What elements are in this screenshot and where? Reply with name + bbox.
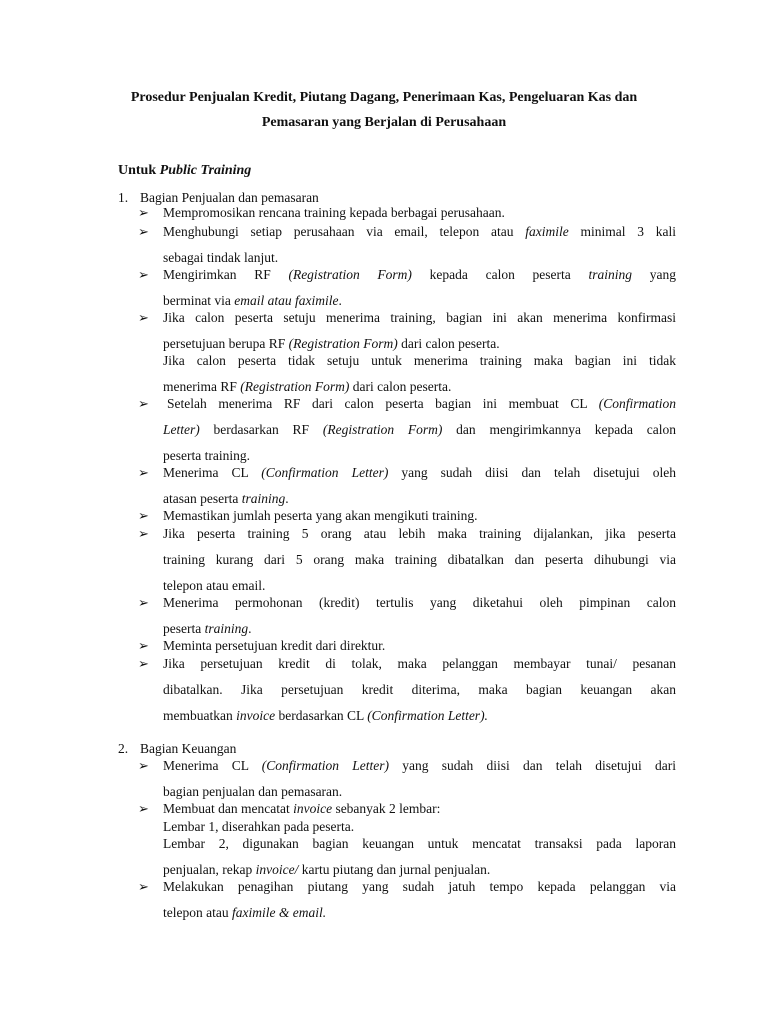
text-run: dari calon peserta. — [349, 379, 452, 394]
text-run: penjualan, rekap — [163, 862, 256, 877]
text-run: membuatkan — [163, 708, 237, 723]
arrowhead-bullet-icon: ➢ — [138, 758, 149, 773]
arrowhead-bullet-icon: ➢ — [138, 224, 149, 239]
text-run: sebagai tindak lanjut. — [163, 250, 279, 265]
section-heading-prefix: Untuk — [118, 163, 160, 178]
paragraph-line — [163, 620, 676, 638]
paragraph-line — [163, 249, 676, 267]
document-title-line-2: Pemasaran yang Berjalan di Perusahaan — [261, 115, 507, 130]
text-run: dibatalkan. Jika persetujuan kredit diterima, maka bagian keuangan akan — [163, 682, 676, 697]
text-run: yang — [632, 267, 676, 282]
text-run: berdasarkan CL — [275, 708, 368, 723]
italic-text: faximile — [525, 224, 569, 239]
italic-text: (Confirmation Letter) — [261, 465, 389, 480]
italic-text: (Confirmation Letter). — [367, 708, 488, 723]
arrowhead-bullet-icon: ➢ — [138, 465, 149, 480]
italic-text: invoice — [293, 801, 333, 816]
text-run: telepon atau — [163, 905, 232, 920]
text-run: training kurang dari 5 orang maka training dibatalkan dan peserta dihubungi via — [163, 552, 676, 567]
paragraph-line — [163, 757, 676, 775]
italic-text: invoice/ — [255, 862, 299, 877]
text-run: menerima RF — [163, 379, 241, 394]
text-run: Jika persetujuan kredit di tolak, maka pelanggan membayar tunai/ pesanan — [163, 656, 676, 671]
text-run: peserta training. — [163, 448, 250, 463]
paragraph-line — [163, 490, 676, 508]
text-run: bagian penjualan dan pemasaran. — [163, 784, 343, 799]
text-run: Lembar 2, digunakan bagian keuangan untuk mencatat transaksi pada laporan — [163, 836, 676, 851]
text-run: minimal 3 kali — [568, 224, 676, 239]
italic-text: invoice — [236, 708, 276, 723]
paragraph-line — [163, 447, 676, 465]
section-heading-emphasis: Public Training — [159, 163, 252, 178]
part-2-heading — [118, 740, 236, 758]
italic-text: (Confirmation — [598, 396, 676, 411]
arrowhead-bullet-icon: ➢ — [138, 205, 149, 220]
text-run: Setelah menerima RF dari calon peserta bagian ini membuat CL — [167, 396, 599, 411]
arrowhead-bullet-icon: ➢ — [138, 310, 149, 325]
paragraph-line — [163, 551, 676, 569]
text-run: Mempromosikan rencana training kepada berbagai perusahaan. — [163, 205, 505, 220]
document-title-line-1: Prosedur Penjualan Kredit, Piutang Dagang, Penerimaan Kas, Pengeluaran Kas dan — [130, 90, 638, 105]
arrowhead-bullet-icon: ➢ — [138, 396, 149, 411]
arrowhead-bullet-icon: ➢ — [138, 526, 149, 541]
text-run: Menghubungi setiap perusahaan via email, telepon atau — [163, 224, 526, 239]
italic-text: (Registration Form) — [322, 422, 443, 437]
text-run: Mengirimkan RF — [163, 267, 289, 282]
text-run: berminat via — [163, 293, 235, 308]
arrowhead-bullet-icon: ➢ — [138, 656, 149, 671]
text-run: yang sudah diisi dan telah disetujui dari — [389, 758, 676, 773]
italic-text: email atau faximile — [234, 293, 339, 308]
text-run: Meminta persetujuan kredit dari direktur. — [163, 638, 386, 653]
part-1-number: 1. — [118, 190, 129, 205]
italic-text: training — [588, 267, 633, 282]
italic-text: Letter) — [163, 422, 200, 437]
paragraph-line — [163, 835, 676, 853]
paragraph-line — [167, 395, 676, 413]
paragraph-line — [163, 707, 676, 725]
text-run: Membuat dan mencatat — [163, 801, 294, 816]
section-heading — [118, 162, 251, 180]
paragraph-line — [163, 800, 676, 818]
text-run: persetujuan berupa RF — [163, 336, 289, 351]
text-run: dari calon peserta. — [397, 336, 500, 351]
paragraph-line — [163, 292, 676, 310]
text-run: . — [248, 621, 252, 636]
text-run: Lembar 1, diserahkan pada peserta. — [163, 819, 355, 834]
paragraph-line — [163, 464, 676, 482]
paragraph-line — [163, 637, 676, 655]
arrowhead-bullet-icon: ➢ — [138, 879, 149, 894]
italic-text: (Registration Form) — [288, 267, 412, 282]
part-2-number: 2. — [118, 741, 129, 756]
paragraph-line — [163, 204, 676, 222]
italic-text: faximile & email. — [231, 905, 327, 920]
paragraph-line — [163, 681, 676, 699]
italic-text: (Confirmation Letter) — [261, 758, 390, 773]
arrowhead-bullet-icon: ➢ — [138, 595, 149, 610]
arrowhead-bullet-icon: ➢ — [138, 638, 149, 653]
paragraph-line — [163, 655, 676, 673]
paragraph-line — [163, 335, 676, 353]
text-run: . — [338, 293, 342, 308]
paragraph-line — [163, 783, 676, 801]
text-run: Menerima permohonan (kredit) tertulis yang diketahui oleh pimpinan calon — [163, 595, 676, 610]
text-run: Melakukan penagihan piutang yang sudah jatuh tempo kepada pelanggan via — [163, 879, 676, 894]
arrowhead-bullet-icon: ➢ — [138, 801, 149, 816]
paragraph-line — [163, 861, 676, 879]
paragraph-line — [163, 525, 676, 543]
text-run: Memastikan jumlah peserta yang akan mengikuti training. — [163, 508, 478, 523]
paragraph-line — [163, 594, 676, 612]
italic-text: (Registration Form) — [240, 379, 350, 394]
text-run: telepon atau email. — [163, 578, 266, 593]
text-run: kepada calon peserta — [411, 267, 589, 282]
paragraph-line — [163, 223, 676, 241]
text-run: Jika calon peserta tidak setuju untuk menerima training maka bagian ini tidak — [163, 353, 676, 368]
text-run: sebanyak 2 lembar: — [332, 801, 441, 816]
text-run: Jika peserta training 5 orang atau lebih maka training dijalankan, jika peserta — [163, 526, 676, 541]
part-1-title: Bagian Penjualan dan pemasaran — [140, 190, 319, 205]
text-run: berdasarkan RF — [199, 422, 323, 437]
text-run: atasan peserta — [163, 491, 242, 506]
text-run: kartu piutang dan jurnal penjualan. — [298, 862, 491, 877]
text-run: yang sudah diisi dan telah disetujui oleh — [388, 465, 676, 480]
arrowhead-bullet-icon: ➢ — [138, 508, 149, 523]
italic-text: training — [204, 621, 249, 636]
italic-text: training — [241, 491, 286, 506]
paragraph-line — [163, 352, 676, 370]
part-2-title: Bagian Keuangan — [140, 741, 237, 756]
paragraph-line — [163, 878, 676, 896]
text-run: Menerima CL — [163, 465, 262, 480]
paragraph-line — [163, 904, 676, 922]
paragraph-line — [163, 421, 676, 439]
text-run: peserta — [163, 621, 205, 636]
text-run: . — [285, 491, 289, 506]
paragraph-line — [163, 266, 676, 284]
text-run: Menerima CL — [163, 758, 262, 773]
paragraph-line — [163, 309, 676, 327]
paragraph-line — [163, 818, 676, 836]
text-run: dan mengirimkannya kepada calon — [442, 422, 676, 437]
italic-text: (Registration Form) — [288, 336, 398, 351]
arrowhead-bullet-icon: ➢ — [138, 267, 149, 282]
paragraph-line — [163, 507, 676, 525]
paragraph-line — [163, 577, 676, 595]
text-run: Jika calon peserta setuju menerima training, bagian ini akan menerima konfirmasi — [163, 310, 676, 325]
paragraph-line — [163, 378, 676, 396]
